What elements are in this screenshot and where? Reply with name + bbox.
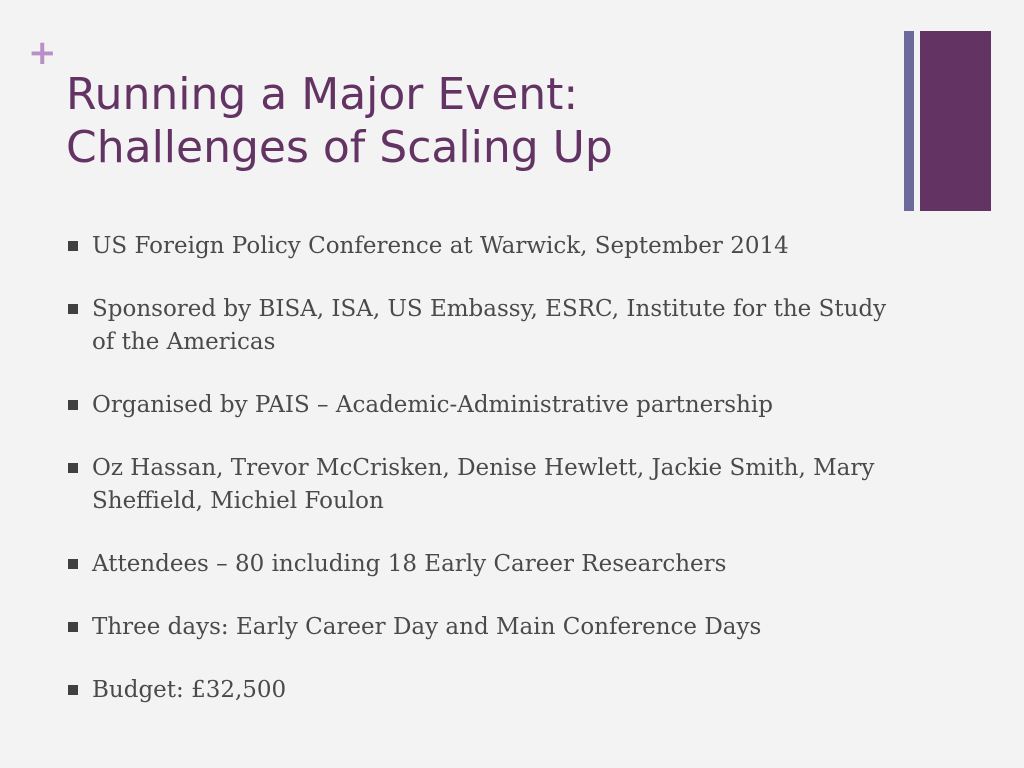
slide-title-line-2: Challenges of Scaling Up [66,122,613,173]
bullet-item [68,674,888,707]
slide-title [66,68,866,174]
square-bullet-icon [68,241,78,251]
square-bullet-icon [68,463,78,473]
bullet-text: Attendees – 80 including 18 Early Career Researchers [92,551,727,577]
bullet-item [68,230,888,263]
bullet-item [68,389,888,422]
bullet-list [68,230,888,737]
bullet-item [68,611,888,644]
bullet-item [68,548,888,581]
bullet-text: Oz Hassan, Trevor McCrisken, Denise Hewlett, Jackie Smith, Mary Sheffield, Michiel Foulon [92,455,875,514]
bullet-text: US Foreign Policy Conference at Warwick, September 2014 [92,233,789,259]
square-bullet-icon [68,685,78,695]
slide-title-line-1: Running a Major Event: [66,69,579,120]
square-bullet-icon [68,400,78,410]
bullet-text: Three days: Early Career Day and Main Conference Days [92,614,762,640]
bullet-item [68,452,888,518]
accent-bar-thin [904,31,914,211]
bullet-text: Budget: £32,500 [92,677,287,703]
square-bullet-icon [68,622,78,632]
bullet-text: Organised by PAIS – Academic-Administrative partnership [92,392,773,418]
bullet-text: Sponsored by BISA, ISA, US Embassy, ESRC, Institute for the Study of the Americas [92,296,887,355]
square-bullet-icon [68,304,78,314]
square-bullet-icon [68,559,78,569]
plus-icon: + [28,33,57,73]
accent-bar-thick [920,31,991,211]
bullet-item [68,293,888,359]
